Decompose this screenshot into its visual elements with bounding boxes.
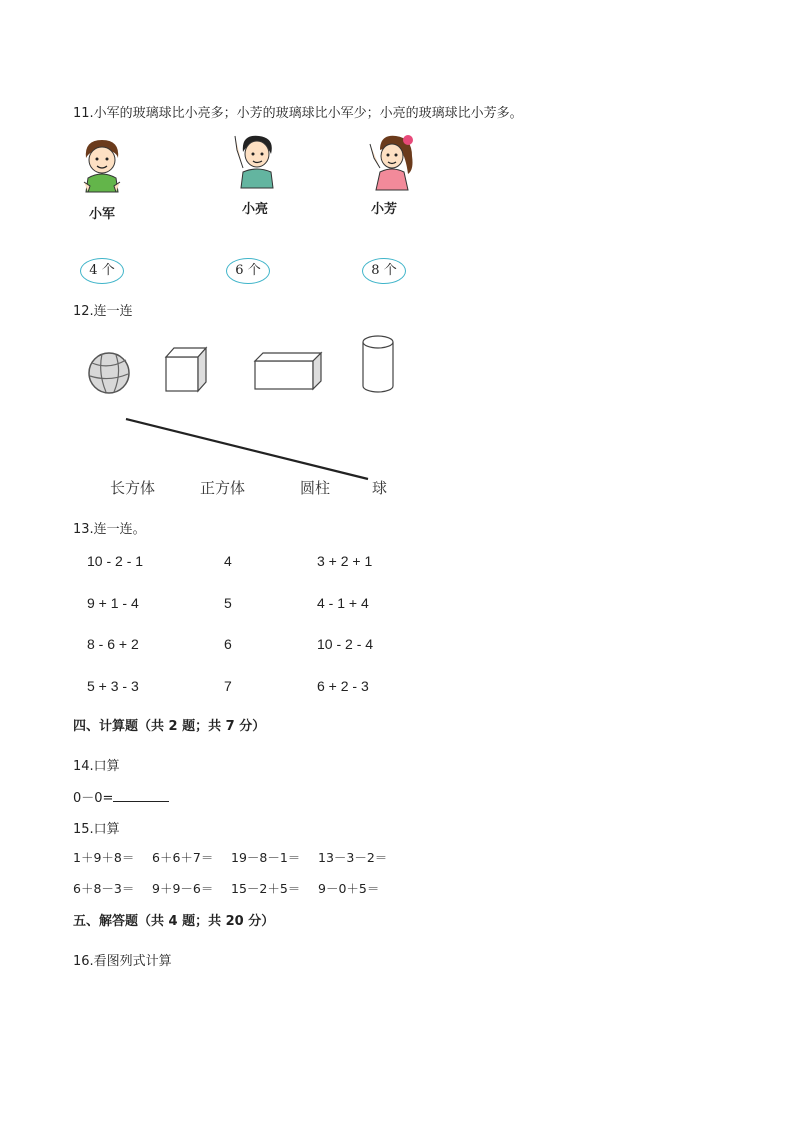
cube-icon — [166, 348, 206, 391]
answer-blank[interactable] — [113, 791, 169, 802]
kid-label-xiaofang: 小芳 — [370, 202, 397, 217]
middle-number: 6 — [224, 636, 232, 652]
right-expression: 6 + 2 - 3 — [317, 678, 369, 694]
left-expression: 10 - 2 - 1 — [87, 553, 144, 569]
section4-title: 四、计算题（共 2 题；共 7 分） — [73, 719, 266, 734]
cuboid-icon — [255, 353, 321, 389]
kid-label-xiaojun: 小军 — [88, 207, 115, 222]
match-line — [126, 419, 368, 479]
calc-item: 19－8－1＝ — [231, 850, 301, 865]
boy-xiaoliang-illustration — [229, 130, 281, 196]
count-oval-3: 8 个 — [362, 258, 406, 284]
calc-item: 6＋8－3＝ — [73, 881, 135, 896]
count-oval-1: 4 个 — [80, 258, 124, 284]
q14-text: 14.口算 — [73, 759, 120, 774]
left-expression: 9 + 1 - 4 — [87, 595, 139, 611]
label-ball: 球 — [372, 479, 388, 497]
right-expression: 3 + 2 + 1 — [317, 553, 373, 569]
q16-text: 16.看图列式计算 — [73, 954, 172, 969]
calc-item: 1＋9＋8＝ — [73, 850, 135, 865]
q14-expression: 0－0= — [73, 791, 114, 806]
q14-expression-row — [73, 787, 169, 806]
shapes-matching-area — [80, 330, 410, 500]
right-expression: 10 - 2 - 4 — [317, 636, 374, 652]
girl-xiaofang-illustration — [362, 130, 418, 196]
label-cube: 正方体 — [200, 479, 246, 497]
boy-xiaojun-illustration — [76, 136, 128, 200]
q12-text: 12.连一连 — [73, 304, 133, 319]
middle-number: 5 — [224, 595, 232, 611]
middle-number: 4 — [224, 553, 232, 569]
right-expression: 4 - 1 + 4 — [317, 595, 369, 611]
label-cylinder: 圆柱 — [300, 479, 331, 497]
q11-text: 11.小军的玻璃球比小亮多；小芳的玻璃球比小军少；小亮的玻璃球比小芳多。 — [73, 106, 523, 121]
left-expression: 5 + 3 - 3 — [87, 678, 139, 694]
middle-number: 7 — [224, 678, 232, 694]
count-oval-2: 6 个 — [226, 258, 270, 284]
section5-title: 五、解答题（共 4 题；共 20 分） — [73, 914, 275, 929]
calc-item: 15－2＋5＝ — [231, 881, 301, 896]
cylinder-icon — [363, 336, 393, 392]
calc-item: 9－0＋5＝ — [318, 881, 380, 896]
kid-label-xiaoliang: 小亮 — [241, 202, 268, 217]
ball-icon — [89, 353, 129, 393]
left-expression: 8 - 6 + 2 — [87, 636, 139, 652]
q13-text: 13.连一连。 — [73, 522, 146, 537]
calc-item: 13－3－2＝ — [318, 850, 388, 865]
q15-text: 15.口算 — [73, 822, 120, 837]
calc-item: 6＋6＋7＝ — [152, 850, 214, 865]
calc-item: 9＋9－6＝ — [152, 881, 214, 896]
label-cuboid: 长方体 — [110, 479, 156, 497]
